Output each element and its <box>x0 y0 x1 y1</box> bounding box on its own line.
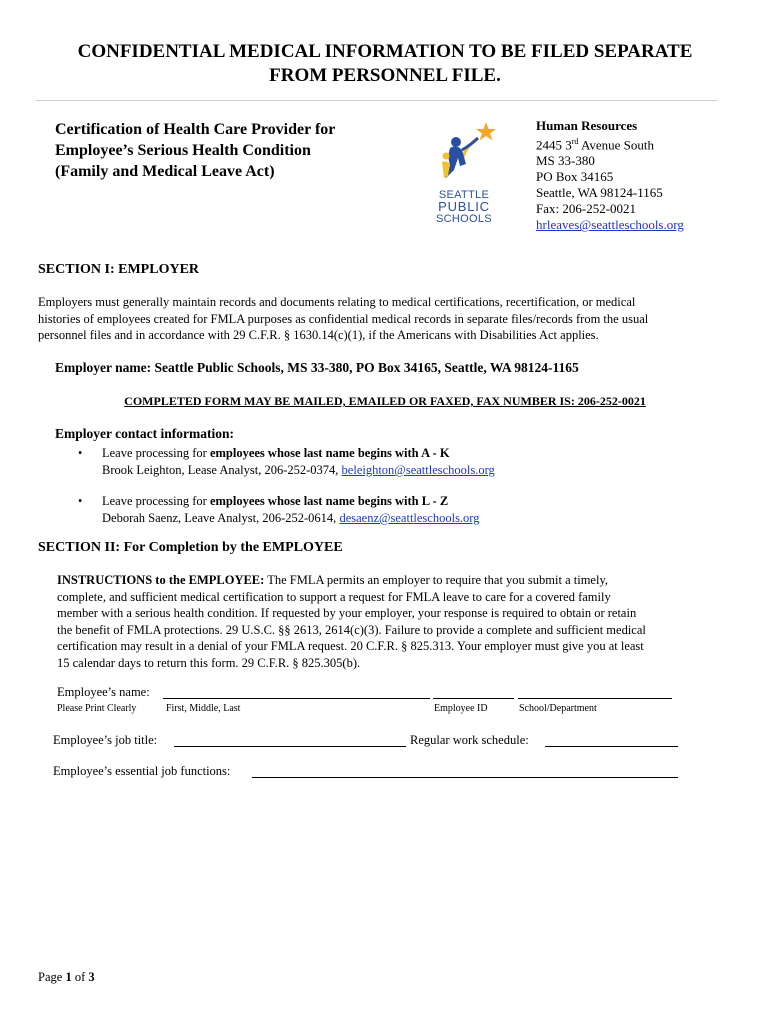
contact-heading: Employer contact information: <box>55 426 234 441</box>
hr-address-block <box>536 118 746 233</box>
logo-word-seattle: SEATTLE <box>438 189 490 201</box>
hr-email-link[interactable]: hrleaves@seattleschools.org <box>536 217 684 233</box>
form-page: CONFIDENTIAL MEDICAL INFORMATION TO BE FILED SEPARATE FROM PERSONNEL FILE. Certification of Health Care Provider for Employee’s Serious Health Condition (Family and Medical Leave Act) SEATTLE PUBLIC SCHOOLS Human Resources 2445 3rd Avenue South MS 33-380 PO Box 34165 Seattle, WA 98124-1165 Fax: 206-252-0021 hrleaves@seattleschools.org SECTION I: EMPLOYER Employers must generally maintain records and documents relating to medical certifications, recertification, or medical histories of employees created for FMLA purposes as confidential medical records in separate files/records from the usual personnel files and in accordance with 29 C.F.R. § 1630.14(c)(1), if the Americans with Disabilities Act applies. Employer name: Seattle Public Schools, MS 33-380, PO Box 34165, Seattle, WA 98124-1165 COMPLETED FORM MAY BE MAILED, EMAILED OR FAXED, FAX NUMBER IS: 206-252-0021 Employer contact information: • Leave processing for employees whose last name begins with A - K Brook Leighton, Lease Analyst, 206-252-0374, beleighton@seattleschools.org • Leave processing for employees whose last name begins with L - Z Deborah Saenz, Leave Analyst, 206-252-0614, desaenz@seattleschools.org SECTION II: For Completion by the EMPLOYEE INSTRUCTIONS to the EMPLOYEE: The FMLA permits an employer to require that you submit a timely, complete, and sufficient medical certification to support a request for FMLA leave to care for a covered family member with a serious health condition. If requested by your employer, your response is required to obtain or retain the benefit of FMLA protections. 29 U.S.C. §§ 2613, 2614(c)(3). Failure to provide a complete and sufficient medical certification may result in a denial of your FMLA request. 20 C.F.R. § 825.313. Your employer must give you at least 15 calendar days to return this form. 29 C.F.R. § 825.305(b). Employee’s name: Please Print Clearly First, Middle, Last Employee ID School/Department Employee’s job title: Regular work schedule: Employee’s essential job functions: Page 1 of 3 <box>0 0 770 1024</box>
cert-line-1: Certification of Health Care Provider for <box>55 121 336 138</box>
job-title-label: Employee’s job title: <box>53 733 158 747</box>
title-line-1: CONFIDENTIAL MEDICAL INFORMATION TO BE FILED SEPARATE <box>77 41 693 62</box>
contact-email-link[interactable]: desaenz@seattleschools.org <box>339 511 480 525</box>
certification-title <box>55 119 405 182</box>
contact-email-link[interactable]: beleighton@seattleschools.org <box>341 463 495 477</box>
para1-line-1: Employers must generally maintain records and documents relating to medical certifications, recertification, or medical <box>38 295 636 309</box>
section-1-heading: SECTION I: EMPLOYER <box>38 262 200 277</box>
work-schedule-label: Regular work schedule: <box>410 733 529 747</box>
para1-line-2: histories of employees created for FMLA purposes as confidential medical records in separate files/records from the usual <box>38 311 649 326</box>
bullet-icon: • <box>78 446 83 460</box>
job-title-field[interactable] <box>174 746 406 747</box>
job-functions-field[interactable] <box>252 777 678 778</box>
para1-line-3: personnel files and in accordance with 29 C.F.R. § 1630.14(c)(1), if the Americans with Disabilities Act applies. <box>38 328 599 342</box>
hr-city: Seattle, WA 98124-1165 <box>536 185 663 201</box>
hr-po-box: PO Box 34165 <box>536 169 614 185</box>
employee-id-label: Employee ID <box>434 703 488 714</box>
divider <box>36 100 718 101</box>
page-number: Page 1 of 3 <box>38 970 95 984</box>
employee-name-label: Employee’s name: <box>57 685 150 699</box>
logo-word-public: PUBLIC <box>438 199 490 214</box>
school-department-field[interactable] <box>518 698 672 699</box>
completed-form-note: COMPLETED FORM MAY BE MAILED, EMAILED OR FAXED, FAX NUMBER IS: 206-252-0021 <box>124 394 646 408</box>
print-clearly-hint: Please Print Clearly <box>57 703 137 714</box>
logo-figures-icon <box>432 120 496 184</box>
employee-name-field[interactable] <box>163 698 430 699</box>
work-schedule-field[interactable] <box>545 746 678 747</box>
hr-heading: Human Resources <box>536 118 638 133</box>
employer-name: Employer name: Seattle Public Schools, MS 33-380, PO Box 34165, Seattle, WA 98124-1165 <box>55 360 579 375</box>
cert-line-3: (Family and Medical Leave Act) <box>55 163 275 180</box>
section-1-paragraph <box>38 294 728 344</box>
employee-instructions: INSTRUCTIONS to the EMPLOYEE: The FMLA permits an employer to require that you submit a timely, complete, and sufficient medical certification to support a request for FMLA leave to care for a covered family member with a serious health condition. If requested by your employer, your response is required to obtain or retain the benefit of FMLA protections. 29 U.S.C. §§ 2613, 2614(c)(3). Failure to provide a complete and sufficient medical certification may result in a denial of your FMLA request. 20 C.F.R. § 825.313. Your employer must give you at least 15 calendar days to return this form. 29 C.F.R. § 825.305(b). <box>57 573 646 670</box>
hr-ms: MS 33-380 <box>536 153 595 169</box>
seattle-public-schools-logo <box>432 120 496 226</box>
employee-id-field[interactable] <box>433 698 514 699</box>
hr-street: 2445 3rd Avenue South <box>536 137 655 153</box>
school-department-label: School/Department <box>519 703 597 714</box>
page-title <box>20 40 750 88</box>
bullet-icon: • <box>78 494 83 508</box>
logo-word-schools: SCHOOLS <box>436 213 492 225</box>
job-functions-label: Employee’s essential job functions: <box>53 764 231 778</box>
name-format-hint: First, Middle, Last <box>166 703 241 714</box>
cert-line-2: Employee’s Serious Health Condition <box>55 142 311 159</box>
title-line-2: FROM PERSONNEL FILE. <box>269 65 501 86</box>
section-2-heading: SECTION II: For Completion by the EMPLOYEE <box>38 540 343 555</box>
hr-fax: Fax: 206-252-0021 <box>536 201 637 217</box>
